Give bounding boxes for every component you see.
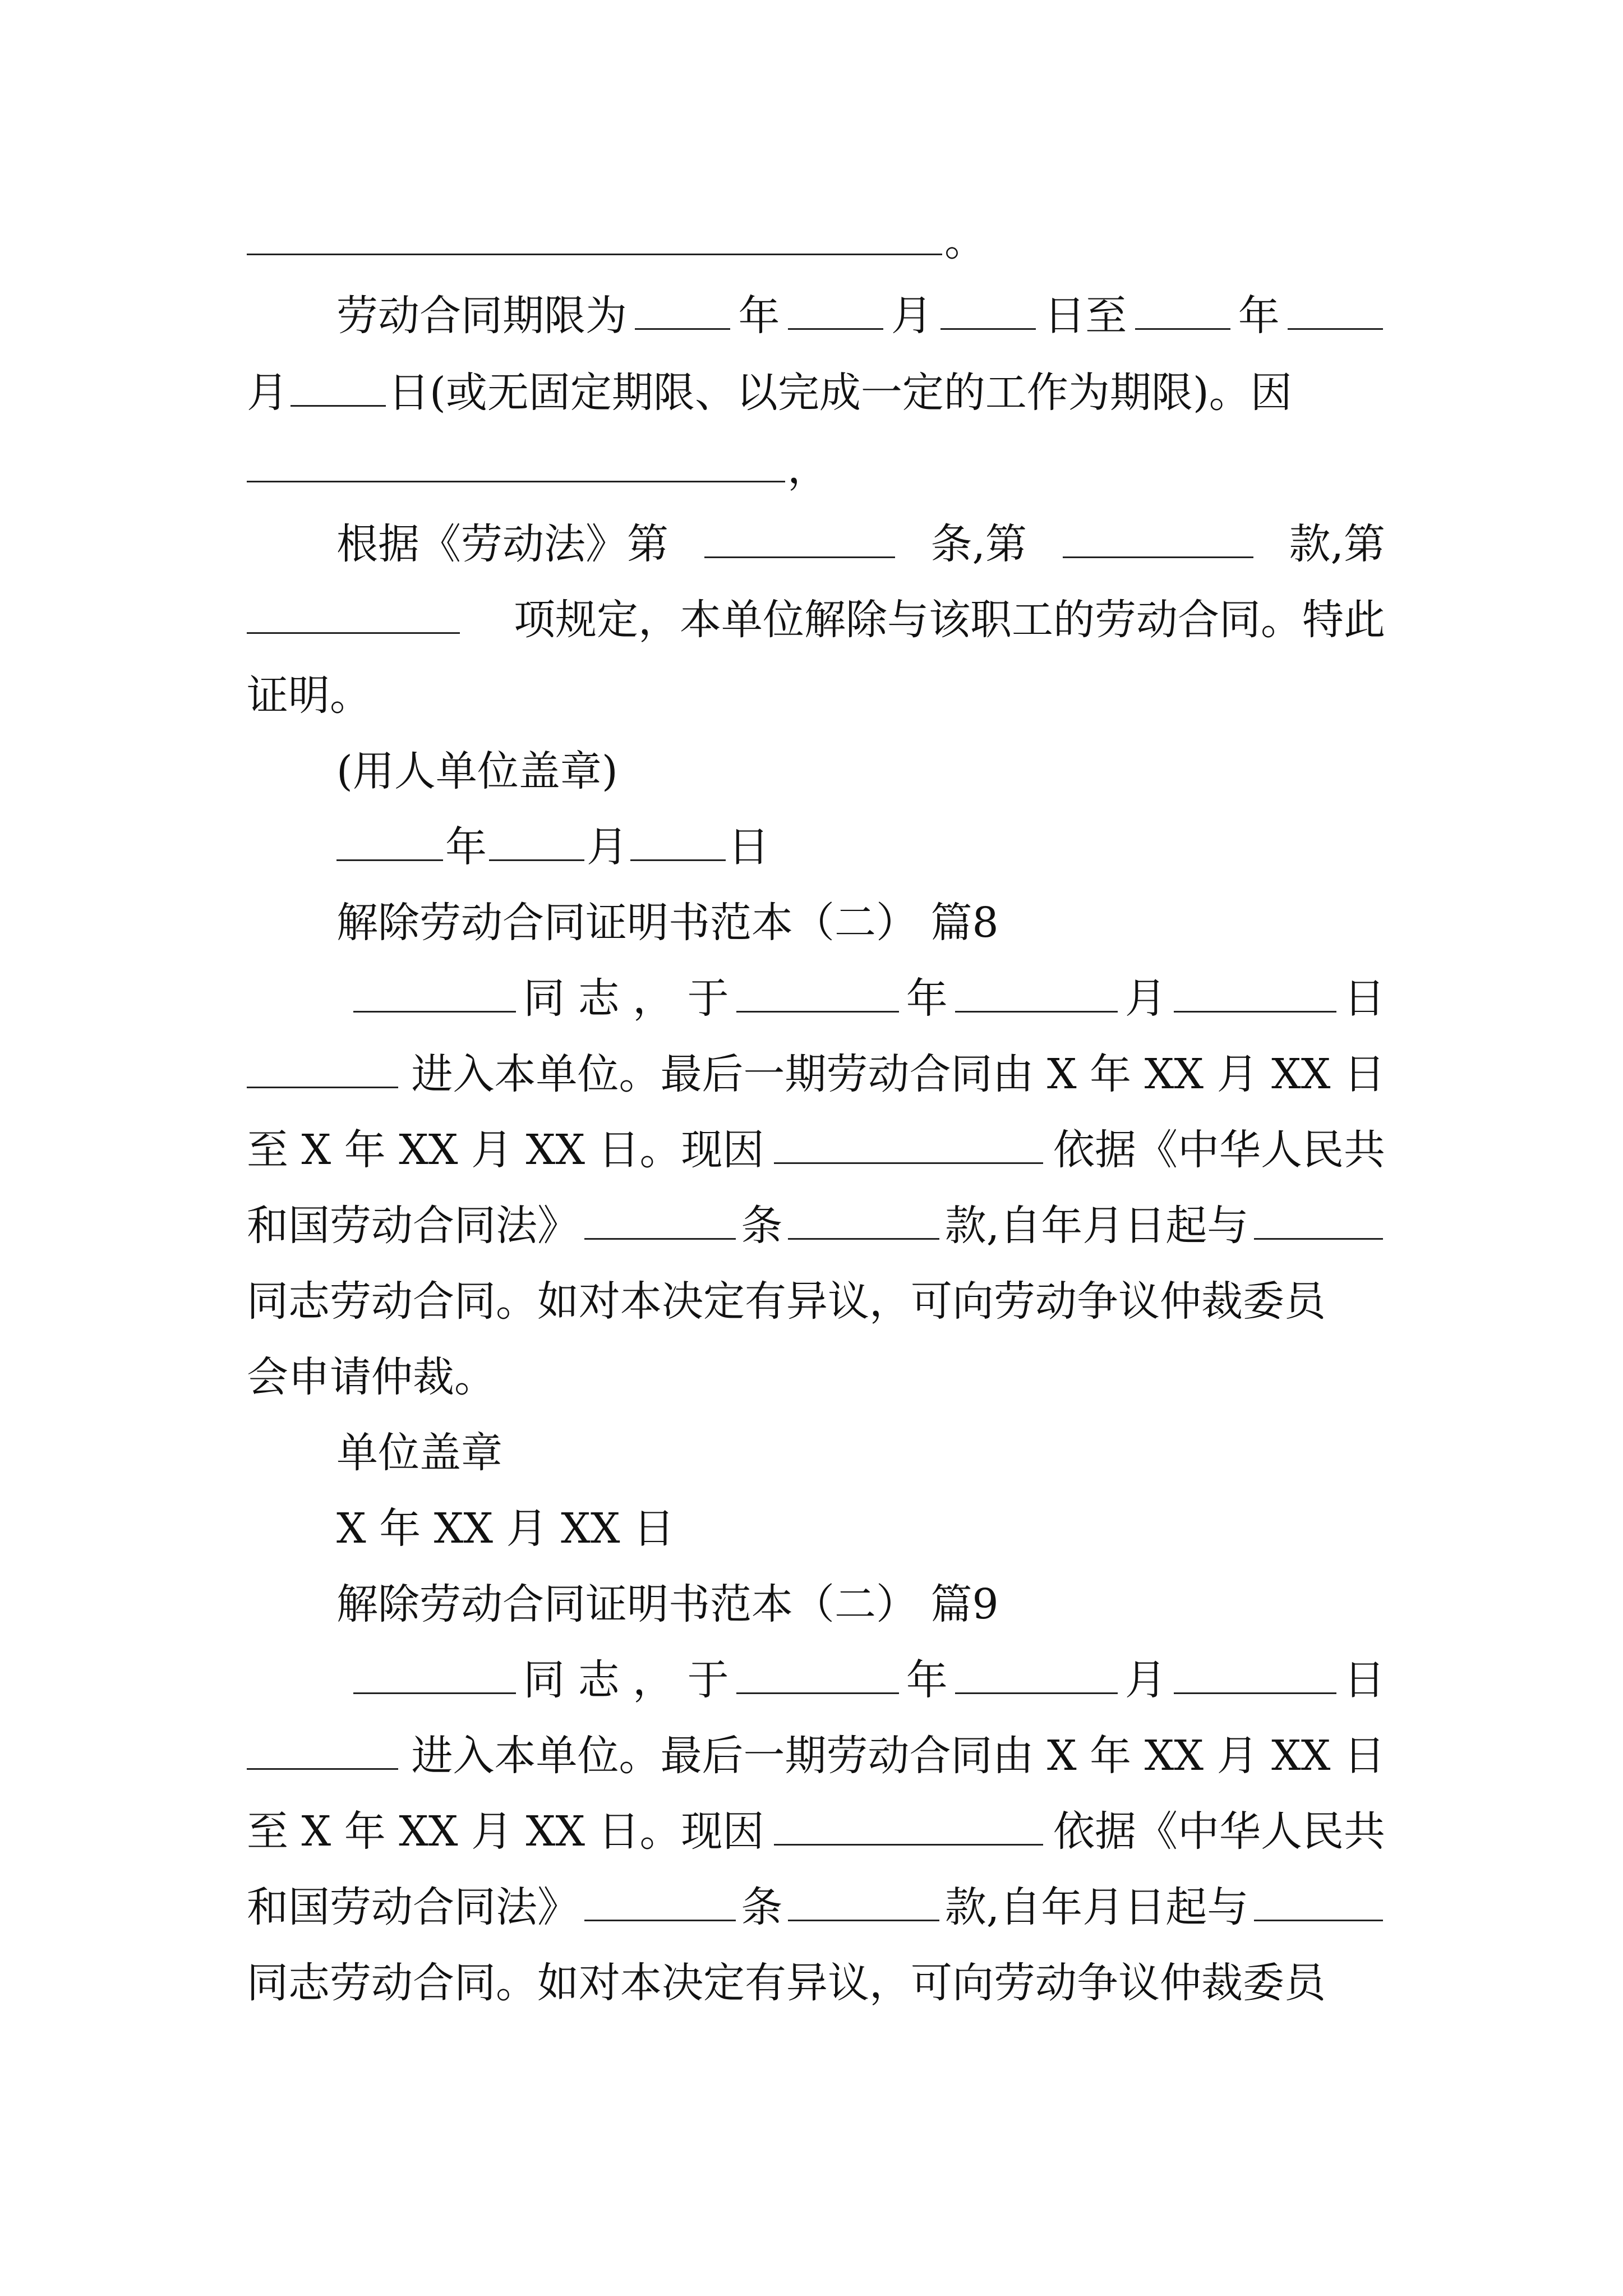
fill-blank — [1254, 1199, 1383, 1240]
text-fragment: 依据《中华人民共 — [1053, 1807, 1385, 1856]
seal-label: 单位盖章 — [336, 1429, 502, 1477]
fill-blank — [940, 289, 1036, 330]
text-line — [247, 1349, 1385, 1405]
fill-blank — [247, 1047, 398, 1088]
text-fragment: 进入本单位。最后一期劳动合同由 X 年 XX 月 XX 日 — [411, 1732, 1385, 1780]
heading-text: 解除劳动合同证明书范本（二） 篇9 — [336, 1580, 999, 1628]
text-line — [247, 1728, 1385, 1784]
text-line — [247, 1198, 1385, 1254]
fill-blank — [630, 820, 726, 861]
fill-blank — [955, 1653, 1118, 1694]
text-fragment: 年 — [1238, 292, 1280, 340]
fill-blank — [584, 1880, 736, 1921]
fill-blank — [788, 1199, 939, 1240]
fill-blank — [736, 972, 899, 1013]
text-fragment: 会申请仲裁。 — [247, 1353, 496, 1401]
text-fragment: 年 — [906, 974, 948, 1023]
fill-blank — [584, 1199, 736, 1240]
fill-blank — [353, 1653, 516, 1694]
fill-blank — [788, 1880, 939, 1921]
text-fragment: 同 志 ， 于 — [523, 1656, 729, 1704]
text-line — [336, 516, 1385, 572]
text-line — [247, 1046, 1385, 1102]
text-line — [247, 1122, 1385, 1178]
text-fragment: 日(或无固定期限、以完成一定的工作为期限)。因 — [388, 369, 1292, 417]
text-fragment: 日 — [728, 823, 769, 871]
text-fragment: 条 — [741, 1883, 783, 1931]
fill-blank — [336, 820, 443, 861]
text-fragment: 根据《劳动法》第 — [336, 520, 668, 568]
text-line — [247, 213, 1385, 269]
text-fragment: 同志劳动合同。如对本决定有异议，可向劳动争议仲裁委员 — [247, 1277, 1326, 1326]
text-line — [336, 288, 1385, 344]
text-fragment: 月 — [891, 292, 933, 340]
seal-line — [336, 743, 1385, 799]
text-fragment: 和国劳动合同法》 — [247, 1202, 579, 1250]
text-fragment: 日至 — [1044, 292, 1127, 340]
text-line — [247, 1273, 1385, 1329]
fill-blank — [635, 289, 730, 330]
text-line — [247, 365, 1385, 421]
text-line — [247, 592, 1385, 648]
fill-blank — [1174, 1653, 1336, 1694]
text-line — [353, 970, 1385, 1027]
fill-blank — [1254, 1880, 1383, 1921]
seal-line — [336, 1425, 1385, 1481]
date-line — [336, 819, 1385, 875]
fill-blank — [774, 1123, 1043, 1164]
text-fragment: 年 — [906, 1656, 948, 1704]
text-fragment: 款,自年月日起与 — [944, 1202, 1249, 1250]
text-fragment: 条 — [741, 1202, 783, 1250]
fill-blank — [247, 214, 942, 255]
text-line — [247, 1955, 1385, 2011]
text-fragment: 日 — [1343, 974, 1385, 1023]
text-line — [353, 1652, 1385, 1708]
fill-blank — [353, 972, 516, 1013]
date-text: X 年 XX 月 XX 日 — [336, 1504, 675, 1553]
text-fragment: 进入本单位。最后一期劳动合同由 X 年 XX 月 XX 日 — [411, 1050, 1385, 1098]
fill-blank — [247, 441, 785, 482]
fill-blank — [247, 1729, 398, 1770]
text-fragment: 同志劳动合同。如对本决定有异议，可向劳动争议仲裁委员 — [247, 1959, 1326, 2007]
fill-blank — [247, 593, 460, 634]
text-line — [247, 1879, 1385, 1935]
text-line — [247, 1803, 1385, 1860]
text-fragment: 日 — [1343, 1656, 1385, 1704]
fill-blank — [291, 366, 386, 407]
section-heading — [336, 1576, 1385, 1632]
fill-blank — [788, 289, 883, 330]
text-fragment: 月 — [247, 369, 288, 417]
text-fragment: 款,自年月日起与 — [944, 1883, 1249, 1931]
text-fragment: 劳动合同期限为 — [336, 292, 627, 340]
fill-blank — [736, 1653, 899, 1694]
text-fragment: ， — [787, 444, 829, 493]
seal-label: (用人单位盖章) — [336, 747, 618, 795]
date-line — [336, 1501, 1385, 1557]
text-fragment: 款,第 — [1289, 520, 1385, 568]
text-fragment: 至 X 年 XX 月 XX 日。现因 — [247, 1126, 764, 1174]
fill-blank — [489, 820, 584, 861]
text-fragment: 年 — [445, 823, 487, 871]
text-fragment: 同 志 ， 于 — [523, 974, 729, 1023]
text-fragment: 月 — [1124, 1656, 1166, 1704]
text-fragment: 至 X 年 XX 月 XX 日。现因 — [247, 1807, 764, 1856]
text-fragment: 条,第 — [930, 520, 1027, 568]
text-fragment: 月 — [1124, 974, 1166, 1023]
fill-blank — [1174, 972, 1336, 1013]
text-fragment: 证明。 — [247, 671, 371, 720]
heading-text: 解除劳动合同证明书范本（二） 篇8 — [336, 899, 999, 947]
text-line — [247, 668, 1385, 724]
text-fragment: 项规定，本单位解除与该职工的劳动合同。特此 — [514, 596, 1385, 644]
text-fragment: 和国劳动合同法》 — [247, 1883, 579, 1931]
fill-blank — [1135, 289, 1230, 330]
fill-blank — [1288, 289, 1383, 330]
text-fragment: 依据《中华人民共 — [1053, 1126, 1385, 1174]
text-fragment: 年 — [738, 292, 780, 340]
text-line — [247, 440, 1385, 496]
text-fragment: 。 — [944, 217, 986, 265]
fill-blank — [704, 517, 895, 558]
fill-blank — [1063, 517, 1253, 558]
text-fragment: 月 — [587, 823, 628, 871]
fill-blank — [955, 972, 1118, 1013]
section-heading — [336, 895, 1385, 951]
fill-blank — [774, 1805, 1043, 1846]
